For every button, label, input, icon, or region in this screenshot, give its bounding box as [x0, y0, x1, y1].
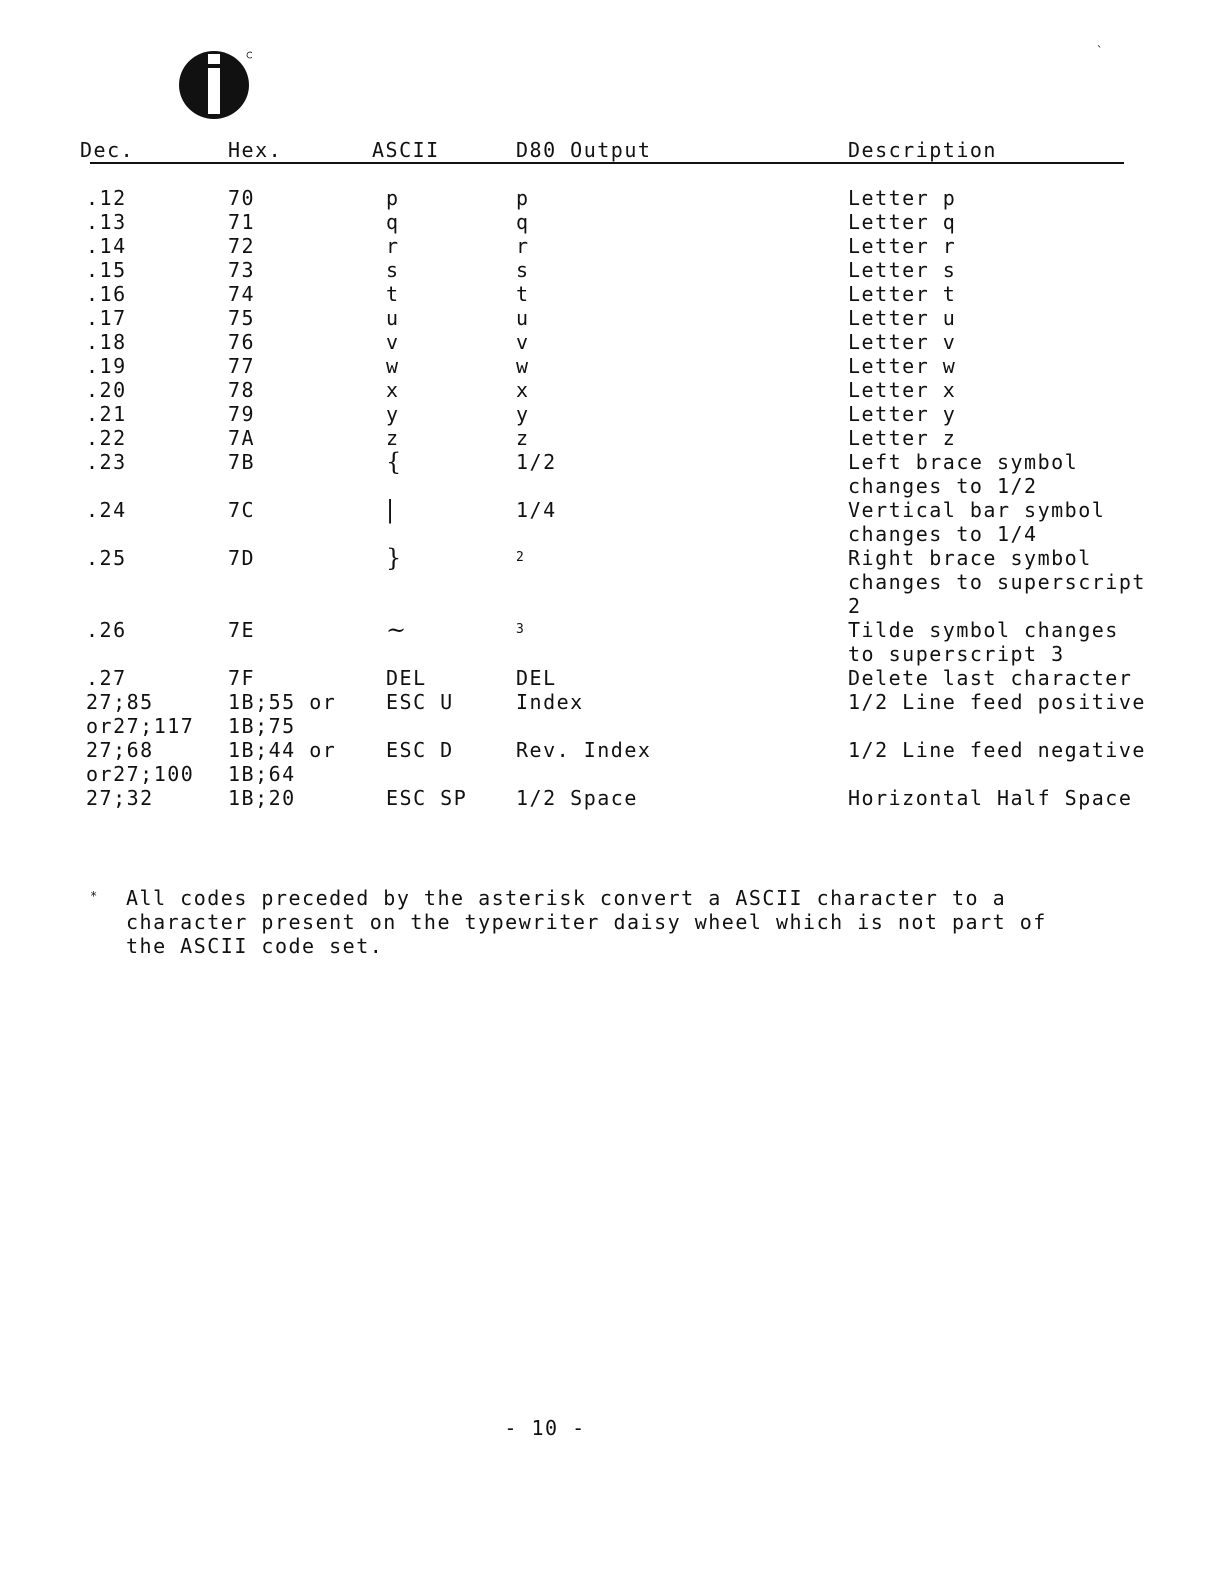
cell-hex: 1B;20 — [228, 786, 296, 810]
cell-ascii: | — [386, 496, 396, 524]
cell-output: 1/2 — [516, 450, 557, 474]
cell-hex: 70 — [228, 186, 256, 210]
cell-output: 3 — [516, 622, 526, 637]
table-row — [0, 618, 1224, 666]
table-row — [0, 666, 1224, 690]
cell-dec: 27;32 — [86, 786, 154, 810]
table-row — [0, 498, 1224, 546]
header-output: D80 Output — [516, 138, 652, 162]
cell-description: Letter v — [848, 330, 957, 354]
cell-dec: .19 — [86, 354, 127, 378]
cell-ascii: } — [386, 544, 403, 572]
cell-ascii: s — [386, 258, 400, 282]
cell-output: w — [516, 354, 530, 378]
cell-dec: 27;85 or27;117 — [86, 690, 195, 738]
cell-ascii: v — [386, 330, 400, 354]
cell-dec: .23 — [86, 450, 127, 474]
cell-dec: .12 — [86, 186, 127, 210]
cell-output: s — [516, 258, 530, 282]
table-row — [0, 450, 1224, 498]
table-row — [0, 306, 1224, 330]
cell-dec: .20 — [86, 378, 127, 402]
cell-hex: 1B;55 or 1B;75 — [228, 690, 337, 738]
cell-ascii: x — [386, 378, 400, 402]
company-logo — [178, 48, 252, 120]
cell-dec: .16 — [86, 282, 127, 306]
cell-output: z — [516, 426, 530, 450]
cell-output: y — [516, 402, 530, 426]
table-row — [0, 738, 1224, 786]
cell-ascii: w — [386, 354, 400, 378]
cell-description: Letter u — [848, 306, 957, 330]
cell-ascii: DEL — [386, 666, 427, 690]
footnote-text: All codes preceded by the asterisk convert a ASCII character to a character present on the typewriter daisy wheel which is not part of the ASCII code set. — [126, 886, 1047, 958]
cell-ascii: r — [386, 234, 400, 258]
cell-dec: .13 — [86, 210, 127, 234]
cell-hex: 78 — [228, 378, 256, 402]
footnote-mark: * — [90, 889, 99, 903]
cell-description: Letter z — [848, 426, 957, 450]
page-number: - 10 - — [504, 1416, 586, 1440]
cell-hex: 71 — [228, 210, 256, 234]
header-ascii: ASCII — [372, 138, 440, 162]
cell-dec: .14 — [86, 234, 127, 258]
cell-hex: 7F — [228, 666, 256, 690]
cell-ascii: p — [386, 186, 400, 210]
table-row — [0, 330, 1224, 354]
table-row — [0, 786, 1224, 810]
cell-output: u — [516, 306, 530, 330]
table-header — [0, 138, 1224, 164]
cell-description: Left brace symbol changes to 1/2 — [848, 450, 1079, 498]
cell-dec: .15 — [86, 258, 127, 282]
cell-output: q — [516, 210, 530, 234]
cell-output: p — [516, 186, 530, 210]
cell-output: Rev. Index — [516, 738, 652, 762]
cell-dec: .27 — [86, 666, 127, 690]
cell-description: Letter q — [848, 210, 957, 234]
cell-ascii: ESC SP — [386, 786, 468, 810]
cell-description: Letter t — [848, 282, 957, 306]
cell-hex: 7E — [228, 618, 256, 642]
header-rule — [90, 162, 1124, 164]
cell-description: 1/2 Line feed positive — [848, 690, 1146, 714]
cell-dec: .18 — [86, 330, 127, 354]
table-row — [0, 258, 1224, 282]
cell-output: Index — [516, 690, 584, 714]
cell-description: Right brace symbol changes to superscript 2 — [848, 546, 1146, 618]
cell-hex: 7A — [228, 426, 256, 450]
cell-ascii: ESC D — [386, 738, 454, 762]
cell-output: t — [516, 282, 530, 306]
code-table — [0, 186, 1224, 810]
cell-ascii: { — [386, 448, 403, 476]
cell-description: Letter y — [848, 402, 957, 426]
table-row — [0, 546, 1224, 618]
cell-hex: 7C — [228, 498, 256, 522]
cell-ascii: ESC U — [386, 690, 454, 714]
cell-hex: 1B;44 or 1B;64 — [228, 738, 337, 786]
scan-speck: ` — [1096, 44, 1104, 58]
table-row — [0, 378, 1224, 402]
cell-dec: .21 — [86, 402, 127, 426]
cell-description: Delete last character — [848, 666, 1133, 690]
cell-description: 1/2 Line feed negative — [848, 738, 1146, 762]
table-row — [0, 210, 1224, 234]
cell-description: Tilde symbol changes to superscript 3 — [848, 618, 1119, 666]
table-row — [0, 234, 1224, 258]
cell-description: Letter x — [848, 378, 957, 402]
cell-output: x — [516, 378, 530, 402]
cell-output: 2 — [516, 550, 526, 565]
cell-output: r — [516, 234, 530, 258]
cell-hex: 73 — [228, 258, 256, 282]
cell-dec: .24 — [86, 498, 127, 522]
cell-ascii: y — [386, 402, 400, 426]
cell-hex: 76 — [228, 330, 256, 354]
cell-output: 1/4 — [516, 498, 557, 522]
header-hex: Hex. — [228, 138, 283, 162]
table-row — [0, 186, 1224, 210]
cell-description: Letter w — [848, 354, 957, 378]
cell-hex: 7D — [228, 546, 256, 570]
cell-hex: 79 — [228, 402, 256, 426]
cell-ascii: q — [386, 210, 400, 234]
table-row — [0, 282, 1224, 306]
cell-output: v — [516, 330, 530, 354]
cell-ascii: ~ — [386, 616, 408, 644]
header-description: Description — [848, 138, 997, 162]
header-dec: Dec. — [80, 138, 135, 162]
cell-hex: 7B — [228, 450, 256, 474]
table-row — [0, 402, 1224, 426]
cell-description: Letter s — [848, 258, 957, 282]
cell-dec: .17 — [86, 306, 127, 330]
cell-dec: .26 — [86, 618, 127, 642]
cell-description: Vertical bar symbol changes to 1/4 — [848, 498, 1106, 546]
cell-output: DEL — [516, 666, 557, 690]
cell-ascii: t — [386, 282, 400, 306]
cell-dec: 27;68 or27;100 — [86, 738, 195, 786]
cell-hex: 75 — [228, 306, 256, 330]
table-row — [0, 690, 1224, 738]
cell-description: Letter p — [848, 186, 957, 210]
cell-hex: 77 — [228, 354, 256, 378]
cell-hex: 72 — [228, 234, 256, 258]
cell-description: Horizontal Half Space — [848, 786, 1133, 810]
cell-ascii: u — [386, 306, 400, 330]
cell-dec: .22 — [86, 426, 127, 450]
cell-output: 1/2 Space — [516, 786, 638, 810]
table-row — [0, 354, 1224, 378]
cell-description: Letter r — [848, 234, 957, 258]
table-row — [0, 426, 1224, 450]
cell-hex: 74 — [228, 282, 256, 306]
cell-dec: .25 — [86, 546, 127, 570]
cell-ascii: z — [386, 426, 400, 450]
